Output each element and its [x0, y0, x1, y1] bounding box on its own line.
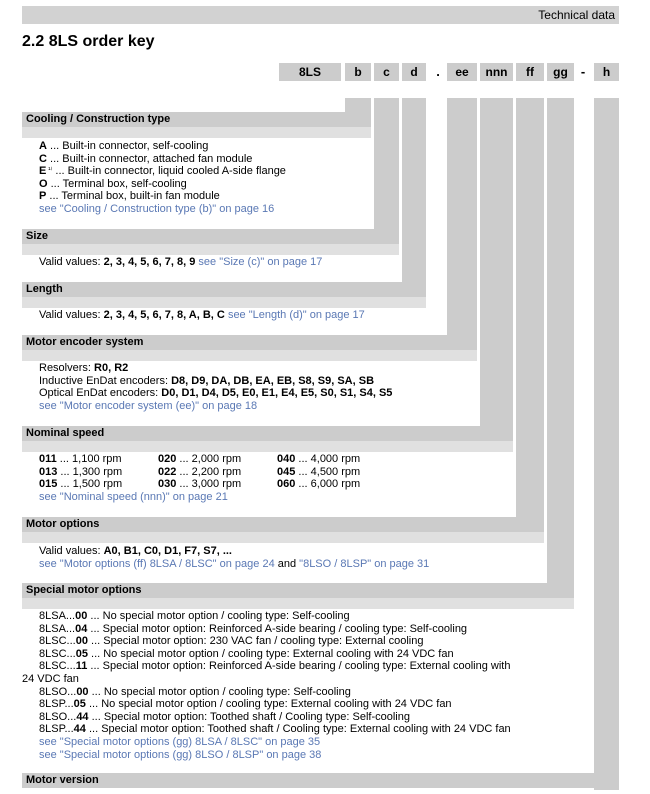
connector-h [594, 98, 619, 790]
encoder-list [39, 362, 392, 412]
cooling-underline [22, 127, 371, 138]
size-underline [22, 244, 399, 255]
header-bar [22, 6, 619, 24]
speed-underline [22, 441, 513, 452]
section-special-heading: Special motor options [22, 583, 574, 598]
options-underline [22, 532, 544, 543]
size-values: 2, 3, 4, 5, 6, 7, 8, 9 [103, 256, 196, 268]
cooling-item-o: O ... Terminal box, self-cooling [39, 177, 187, 190]
length-values: 2, 3, 4, 5, 6, 7, 8, A, B, C [103, 309, 225, 321]
cooling-item-e: E $^{^{1)}}$ ... Built-in connector, liquid cooled A-side flange [39, 165, 286, 178]
header-label: Technical data [538, 8, 615, 22]
speed-item: 045 ... 4,500 rpm [277, 465, 361, 478]
special-item-continuation: 24 VDC fan [22, 672, 79, 685]
encoder-inductive: Inductive EnDat encoders: D8, D9, DA, DB, EA, EB, S8, S9, SA, SB [39, 374, 375, 387]
special-item: 8LSC...11 ... Special motor option: Reinforced A-side bearing / cooling type: External cooling with [39, 660, 511, 673]
size-values-line: Valid values: 2, 3, 4, 5, 6, 7, 8, 9 see "Size (c)" on page 17 [39, 256, 323, 268]
length-values-line: Valid values: 2, 3, 4, 5, 6, 7, 8, A, B, C see "Length (d)" on page 17 [39, 309, 365, 321]
speed-col-2 [158, 453, 241, 491]
cooling-item-c: C ... Built-in connector, attached fan module [39, 152, 253, 165]
speed-col-3 [277, 453, 360, 491]
encoder-resolvers: Resolvers: R0, R2 [39, 362, 129, 374]
special-item: 8LSP...44 ... Special motor option: Toothed shaft / Cooling type: External cooling with 24 VDC fan [39, 723, 511, 736]
speed-item: 015 ... 1,500 rpm [39, 478, 123, 491]
length-link[interactable]: see "Length (d)" on page 17 [227, 309, 365, 321]
options-text [39, 545, 429, 570]
key-box-gg: gg [547, 63, 574, 81]
special-item: 8LSC...00 ... Special motor option: 230 VAC fan / cooling type: External cooling [39, 635, 424, 648]
key-box-nnn: nnn [480, 63, 513, 81]
speed-item: 060 ... 6,000 rpm [277, 478, 361, 491]
speed-item: 020 ... 2,000 rpm [158, 453, 242, 465]
speed-item: 013 ... 1,300 rpm [39, 465, 123, 478]
key-box-ee: ee [447, 63, 477, 81]
connector-d [402, 98, 426, 296]
section-cooling-heading: Cooling / Construction type [22, 112, 371, 127]
special-underline [22, 598, 574, 609]
options-link-8lso[interactable]: "8LSO / 8LSP" on page 31 [299, 557, 430, 570]
special-link-8lso[interactable]: see "Special motor options (gg) 8LSO / 8LSP" on page 38 [39, 748, 322, 761]
connector-gg [547, 98, 574, 598]
key-box-ff: ff [516, 63, 544, 81]
key-box-d: d [402, 63, 426, 81]
key-box-c: c [374, 63, 399, 81]
connector-nnn [480, 98, 513, 441]
section-encoder-heading: Motor encoder system [22, 335, 477, 350]
special-item: 8LSA...04 ... Special motor option: Reinforced A-side bearing / cooling type: Self-cooling [39, 622, 468, 635]
section-speed-heading: Nominal speed [22, 426, 513, 441]
options-links-line: see "Motor options (ff) 8LSA / 8LSC" on page 24 and "8LSO / 8LSP" on page 31 [39, 557, 430, 570]
encoder-optical: Optical EnDat encoders: D0, D1, D4, D5, E0, E1, E4, E5, S0, S1, S4, S5 [39, 387, 393, 400]
key-box-h: h [594, 63, 619, 81]
cooling-list [39, 140, 286, 216]
key-separator-dash: - [580, 64, 586, 79]
cooling-item-a: A ... Built-in connector, self-cooling [39, 140, 209, 152]
special-link-8lsa[interactable]: see "Special motor options (gg) 8LSA / 8LSC" on page 35 [39, 735, 321, 748]
special-item: 8LSP...05 ... No special motor option / cooling type: External cooling with 24 VDC fan [39, 698, 452, 711]
key-box-8ls: 8LS [279, 63, 341, 81]
encoder-link[interactable]: see "Motor encoder system (ee)" on page 18 [39, 399, 258, 412]
speed-link[interactable]: see "Nominal speed (nnn)" on page 21 [39, 490, 228, 503]
cooling-item-p: P ... Terminal box, built-in fan module [39, 190, 220, 203]
special-item: 8LSO...44 ... Special motor option: Toothed shaft / Cooling type: Self-cooling [39, 710, 410, 723]
speed-item: 022 ... 2,200 rpm [158, 465, 242, 478]
key-separator-dot: . [436, 64, 440, 79]
page-title: 2.2 8LS order key [22, 33, 155, 50]
speed-item: 011 ... 1,100 rpm [39, 453, 122, 465]
special-item: 8LSO...00 ... No special motor option / cooling type: Self-cooling [39, 685, 351, 698]
connector-ee [447, 98, 477, 350]
section-version-heading: Motor version [22, 773, 619, 788]
length-underline [22, 297, 426, 308]
section-options-heading: Motor options [22, 517, 544, 532]
speed-item: 030 ... 3,000 rpm [158, 478, 242, 491]
special-item: 8LSC...05 ... No special motor option / cooling type: External cooling with 24 VDC fan [39, 647, 454, 660]
section-size-heading: Size [22, 229, 399, 244]
options-values-line: Valid values: A0, B1, C0, D1, F7, S7, ... [39, 545, 232, 557]
special-item: 8LSA...00 ... No special motor option / cooling type: Self-cooling [39, 610, 350, 622]
options-link-8lsa[interactable]: see "Motor options (ff) 8LSA / 8LSC" on page 24 [39, 557, 275, 570]
speed-item: 040 ... 4,000 rpm [277, 453, 361, 465]
special-list [22, 610, 511, 761]
encoder-underline [22, 350, 477, 361]
options-values: A0, B1, C0, D1, F7, S7, ... [103, 545, 232, 557]
connector-c [374, 98, 399, 243]
connector-ff [516, 98, 544, 532]
cooling-link[interactable]: see "Cooling / Construction type (b)" on page 16 [39, 202, 275, 215]
size-link[interactable]: see "Size (c)" on page 17 [198, 256, 323, 268]
section-length-heading: Length [22, 282, 426, 297]
key-box-b: b [345, 63, 371, 81]
